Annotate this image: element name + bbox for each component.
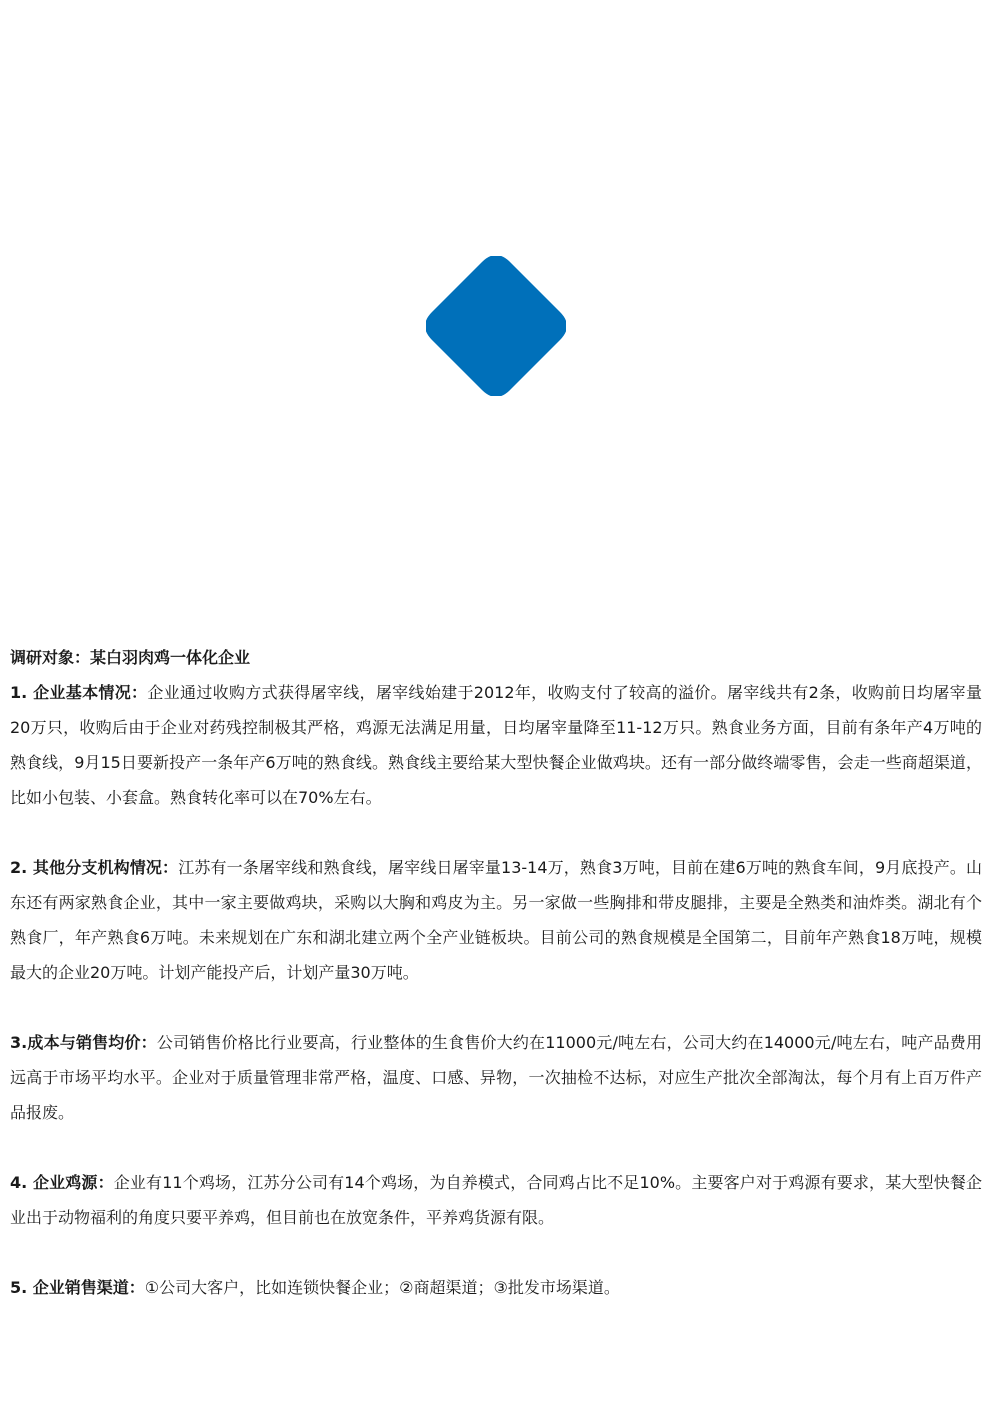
section-sales-channels (10, 1270, 982, 1305)
section-branches (10, 850, 982, 990)
section-body: 企业通过收购方式获得屠宰线，屠宰线始建于2012年，收购支付了较高的溢价。屠宰线共有2条，收购前日均屠宰量20万只，收购后由于企业对药残控制极其严格，鸡源无法满足用量，日均屠宰量降至11-12万只。熟食业务方面，目前有条年产4万吨的熟食线，9月15日要新投产一条年产6万吨的熟食线。熟食线主要给某大型快餐企业做鸡块。还有一部分做终端零售，会走一些商超渠道，比如小包装、小套盒。熟食转化率可以在70%左右。 (10, 683, 982, 807)
section-body: 企业有11个鸡场，江苏分公司有14个鸡场，为自养模式，合同鸡占比不足10%。主要客户对于鸡源有要求，某大型快餐企业出于动物福利的角度只要平养鸡，但目前也在放宽条件，平养鸡货源有限。 (10, 1173, 982, 1227)
section-heading: 2. 其他分支机构情况： (10, 858, 179, 877)
section-cost-price (10, 1025, 982, 1130)
section-heading: 5. 企业销售渠道： (10, 1278, 145, 1297)
section-heading: 3.成本与销售均价： (10, 1033, 157, 1052)
section-chicken-source (10, 1165, 982, 1235)
logo-diamond-icon (426, 256, 566, 396)
section-body: 江苏有一条屠宰线和熟食线，屠宰线日屠宰量13-14万，熟食3万吨，目前在建6万吨的熟食车间，9月底投产。山东还有两家熟食企业，其中一家主要做鸡块，采购以大胸和鸡皮为主。另一家做一些胸排和带皮腿排，主要是全熟类和油炸类。湖北有个熟食厂，年产熟食6万吨。未来规划在广东和湖北建立两个全产业链板块。目前公司的熟食规模是全国第二，目前年产熟食18万吨，规模最大的企业20万吨。计划产能投产后，计划产量30万吨。 (10, 858, 982, 982)
report-body (10, 640, 982, 1305)
research-subject: 调研对象：某白羽肉鸡一体化企业 (10, 648, 251, 667)
section-heading: 1. 企业基本情况： (10, 683, 148, 702)
section-body: ①公司大客户，比如连锁快餐企业；②商超渠道；③批发市场渠道。 (144, 1278, 620, 1297)
section-heading: 4. 企业鸡源： (10, 1173, 114, 1192)
diamond-icon (426, 256, 566, 396)
section-body: 公司销售价格比行业要高，行业整体的生食售价大约在11000元/吨左右，公司大约在14000元/吨左右，吨产品费用远高于市场平均水平。企业对于质量管理非常严格，温度、口感、异物，一次抽检不达标，对应生产批次全部淘汰，每个月有上百万件产品报废。 (10, 1033, 982, 1122)
section-basic-info (10, 675, 982, 815)
